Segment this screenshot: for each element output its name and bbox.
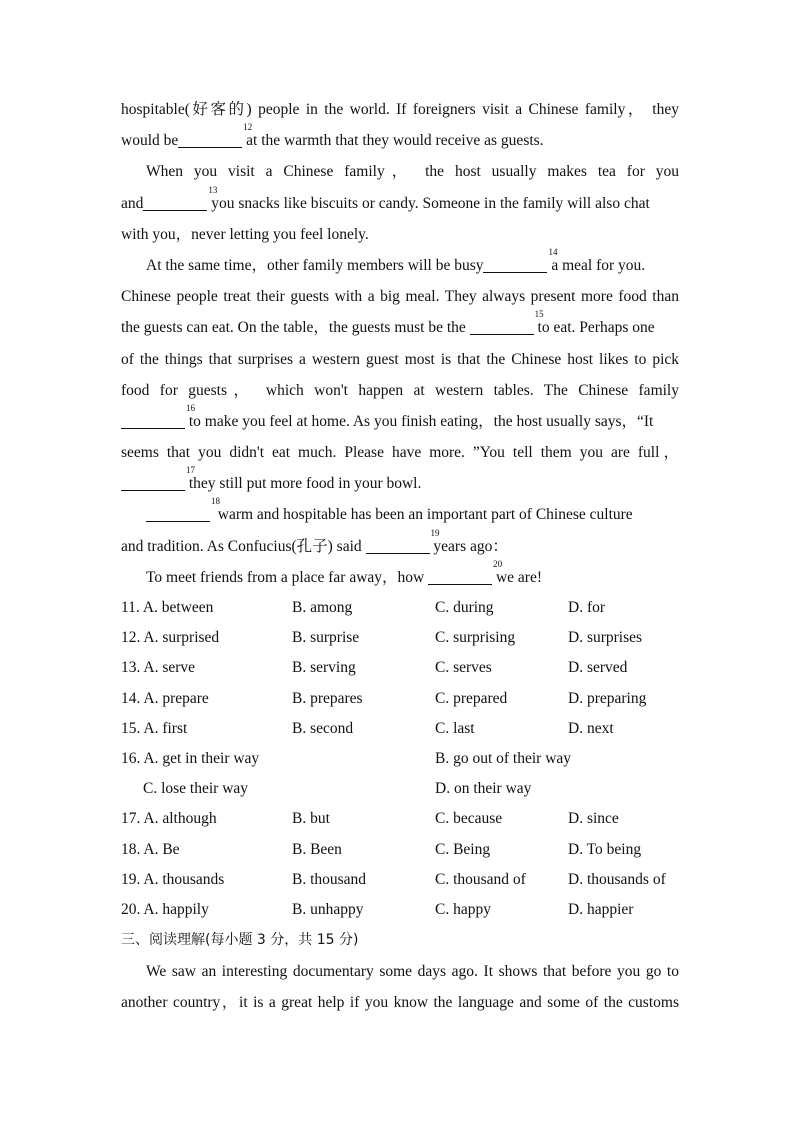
question-options bbox=[121, 774, 679, 804]
passage-line: At the same time，other family members will be busy 14 a meal for you. bbox=[146, 246, 646, 274]
option-a: 14. A. prepare bbox=[121, 689, 209, 707]
question-options bbox=[121, 653, 679, 683]
question-options bbox=[121, 714, 679, 744]
option-c: C. serves bbox=[435, 659, 492, 677]
answer-blank: 12 bbox=[178, 129, 242, 148]
passage-line: and 13 you snacks like biscuits or candy. Someone in the family will also chat bbox=[121, 184, 650, 212]
option-c: C. during bbox=[435, 599, 494, 616]
answer-blank: 18 bbox=[146, 503, 210, 522]
exam-page bbox=[121, 94, 679, 1018]
passage-line: the guests can eat. On the table，the guests must be the 15 to eat. Perhaps one bbox=[121, 309, 655, 337]
passage-line: with you，never letting you feel lonely. bbox=[121, 225, 369, 243]
option-c: C. happy bbox=[435, 900, 491, 918]
option-d: D. happier bbox=[568, 900, 634, 918]
passage-line: food for guests， which won't happen at western tables. The Chinese family bbox=[121, 381, 679, 399]
passage-line: 16 to make you feel at home. As you finish eating，the host usually says，“It bbox=[121, 406, 679, 437]
passage-line: Chinese people treat their guests with a big meal. They always present more food than bbox=[121, 288, 679, 306]
option-c: C. thousand of bbox=[435, 870, 526, 888]
section-title: 三、阅读理解(每小题 3 分，共 15 分) bbox=[121, 932, 359, 949]
option-c: C. lose their way bbox=[143, 780, 249, 798]
option-d: D. surprises bbox=[568, 629, 643, 647]
passage-line: of the things that surprises a western guest most is that the Chinese host likes to pick bbox=[121, 350, 679, 368]
option-b: B. go out of their way bbox=[435, 749, 572, 767]
option-a: 20. A. happily bbox=[121, 900, 209, 918]
question-options bbox=[121, 684, 679, 714]
option-a: 13. A. serve bbox=[121, 659, 196, 677]
option-d: D. since bbox=[568, 810, 619, 828]
question-options bbox=[121, 835, 679, 865]
answer-blank: 19 bbox=[366, 535, 430, 554]
option-c: C. prepared bbox=[435, 689, 508, 707]
answer-blank: 13 bbox=[143, 192, 207, 211]
option-a: 19. A. thousands bbox=[121, 870, 225, 888]
passage-line: To meet friends from a place far away，how 20 we are! bbox=[146, 558, 543, 586]
option-c: C. surprising bbox=[435, 629, 516, 647]
option-d: D. served bbox=[568, 659, 628, 677]
option-b: B. thousand bbox=[292, 870, 367, 888]
option-d: D. next bbox=[568, 719, 614, 737]
option-b: B. but bbox=[292, 810, 330, 828]
question-options bbox=[121, 593, 679, 623]
passage-line: would be 12 at the warmth that they would receive as guests. bbox=[121, 122, 544, 150]
reading-line: We saw an interesting documentary some days ago. It shows that before you go to bbox=[146, 963, 679, 981]
answer-blank: 20 bbox=[428, 566, 492, 585]
reading-line: another country，it is a great help if you know the language and some of the customs bbox=[121, 994, 679, 1012]
option-d: D. thousands of bbox=[568, 870, 666, 888]
question-options bbox=[121, 865, 679, 895]
passage-line: When you visit a Chinese family， the host usually makes tea for you bbox=[146, 163, 679, 181]
option-b: B. second bbox=[292, 719, 354, 737]
option-a: 11. A. between bbox=[121, 599, 214, 616]
passage-line: 18 warm and hospitable has been an important part of Chinese culture bbox=[121, 499, 679, 530]
option-d: D. for bbox=[568, 599, 606, 616]
option-a: 15. A. first bbox=[121, 719, 188, 737]
answer-blank: 17 bbox=[121, 472, 185, 491]
option-a: 17. A. although bbox=[121, 810, 217, 828]
option-b: B. among bbox=[292, 599, 353, 616]
option-b: B. surprise bbox=[292, 629, 360, 647]
option-c: C. last bbox=[435, 719, 475, 737]
passage-line: seems that you didn't eat much. Please have more. ”You tell them you are full， bbox=[121, 444, 679, 462]
option-b: B. prepares bbox=[292, 689, 363, 707]
option-b: B. Been bbox=[292, 840, 342, 858]
passage-line: 17 they still put more food in your bowl. bbox=[121, 468, 679, 499]
answer-blank: 16 bbox=[121, 410, 185, 429]
option-b: B. serving bbox=[292, 659, 356, 677]
option-c: C. because bbox=[435, 810, 503, 828]
option-d: D. To being bbox=[568, 840, 642, 858]
answer-blank: 15 bbox=[470, 316, 534, 335]
option-a: 12. A. surprised bbox=[121, 629, 220, 647]
option-d: D. on their way bbox=[435, 780, 532, 798]
passage-line: hospitable(好客的) people in the world. If foreigners visit a Chinese family， they bbox=[121, 101, 679, 118]
passage-line: and tradition. As Confucius(孔子) said 19 years ago： bbox=[121, 527, 508, 555]
option-c: C. Being bbox=[435, 840, 491, 858]
option-a: 16. A. get in their way bbox=[121, 749, 260, 767]
question-options bbox=[121, 744, 679, 774]
question-options bbox=[121, 895, 679, 925]
option-b: B. unhappy bbox=[292, 900, 364, 918]
option-a: 18. A. Be bbox=[121, 840, 180, 858]
question-options bbox=[121, 623, 679, 653]
option-d: D. preparing bbox=[568, 689, 647, 707]
question-options bbox=[121, 804, 679, 834]
answer-blank: 14 bbox=[483, 254, 547, 273]
